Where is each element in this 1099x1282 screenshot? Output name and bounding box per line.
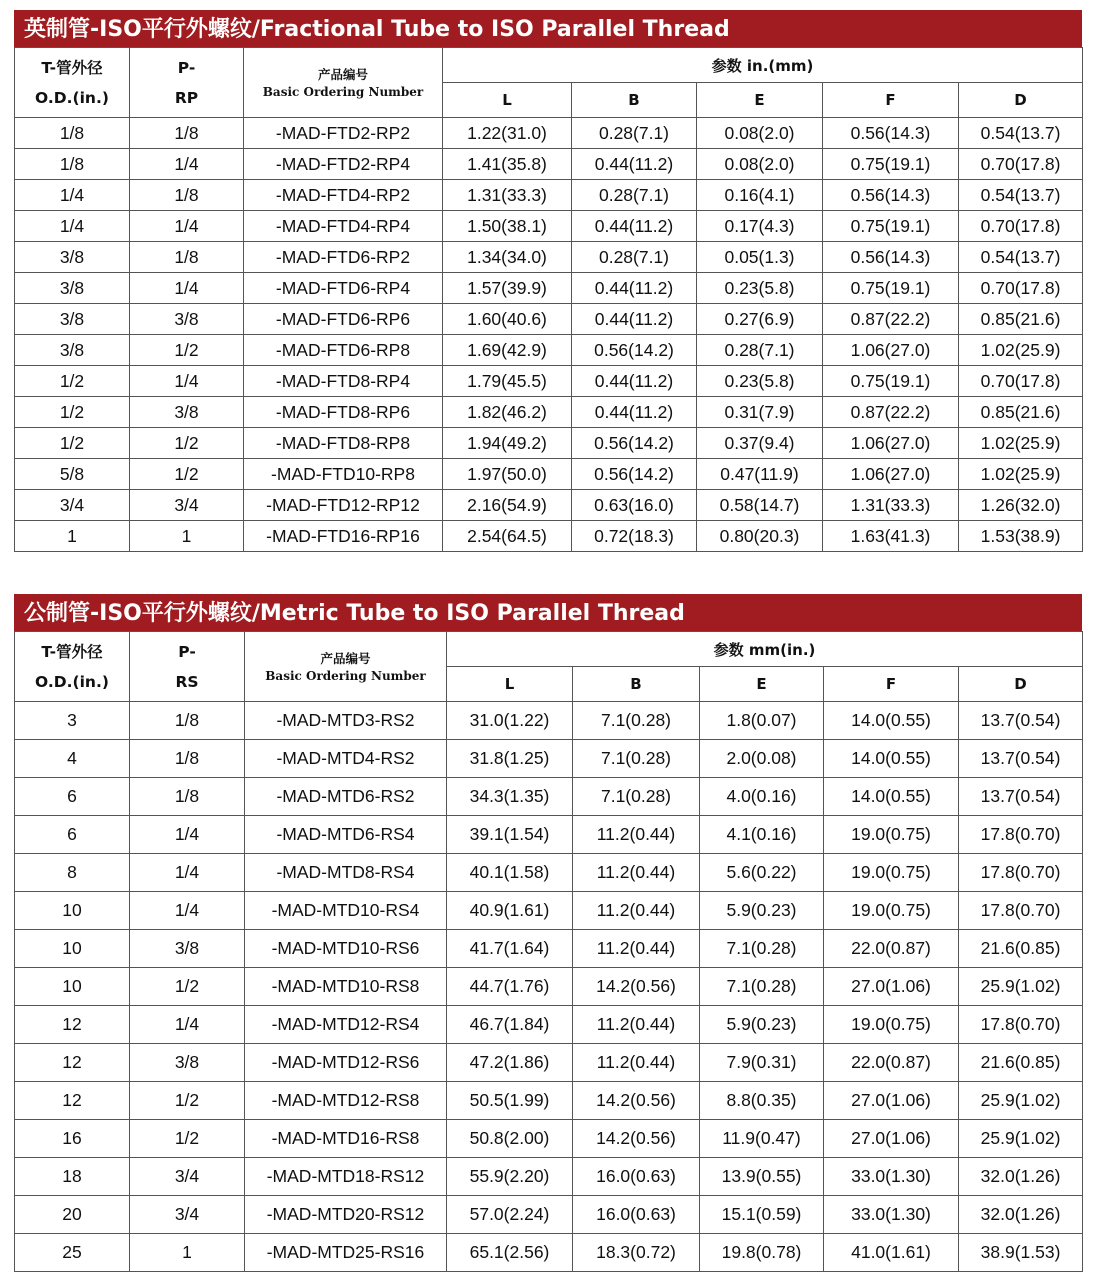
p-cell: 1/4 — [130, 273, 244, 304]
p-cell: 3/4 — [130, 490, 244, 521]
d-cell: 13.7(0.54) — [959, 702, 1083, 740]
f-cell: 41.0(1.61) — [824, 1234, 959, 1272]
metric-table — [14, 631, 1083, 1272]
od-header-line1: T-管外径 — [41, 642, 103, 661]
fractional-body — [15, 118, 1083, 552]
od-cell: 1 — [15, 521, 130, 552]
d-cell: 32.0(1.26) — [959, 1158, 1083, 1196]
l-cell: 1.41(35.8) — [443, 149, 572, 180]
order-number-cell: -MAD-FTD6-RP8 — [244, 335, 443, 366]
params-header: 参数 mm(in.) — [447, 632, 1083, 667]
p-cell: 1/2 — [130, 1082, 245, 1120]
l-cell: 1.57(39.9) — [443, 273, 572, 304]
table-row — [15, 1120, 1083, 1158]
od-header — [15, 632, 130, 702]
od-header-line1: T-管外径 — [41, 58, 103, 77]
e-cell: 0.08(2.0) — [697, 118, 823, 149]
fractional-table — [14, 47, 1083, 552]
table-row — [15, 490, 1083, 521]
od-cell: 10 — [15, 968, 130, 1006]
order-number-cell: -MAD-FTD8-RP4 — [244, 366, 443, 397]
f-cell: 19.0(0.75) — [824, 1006, 959, 1044]
order-number-cell: -MAD-MTD8-RS4 — [245, 854, 447, 892]
f-cell: 0.75(19.1) — [823, 366, 959, 397]
od-header-line2: O.D.(in.) — [35, 88, 109, 107]
od-cell: 3/8 — [15, 242, 130, 273]
table-row — [15, 854, 1083, 892]
f-cell: 1.63(41.3) — [823, 521, 959, 552]
l-cell: 2.54(64.5) — [443, 521, 572, 552]
table-row — [15, 428, 1083, 459]
b-cell: 11.2(0.44) — [573, 1006, 700, 1044]
f-cell: 0.75(19.1) — [823, 211, 959, 242]
d-cell: 1.53(38.9) — [959, 521, 1083, 552]
order-number-cell: -MAD-MTD12-RS6 — [245, 1044, 447, 1082]
od-cell: 3 — [15, 702, 130, 740]
d-cell: 1.02(25.9) — [959, 428, 1083, 459]
table-row — [15, 211, 1083, 242]
f-cell: 14.0(0.55) — [824, 778, 959, 816]
od-cell: 6 — [15, 816, 130, 854]
e-cell: 0.08(2.0) — [697, 149, 823, 180]
p-cell: 1/4 — [130, 816, 245, 854]
col-l-header: L — [447, 667, 573, 702]
table-row — [15, 702, 1083, 740]
l-cell: 31.8(1.25) — [447, 740, 573, 778]
l-cell: 57.0(2.24) — [447, 1196, 573, 1234]
metric-body — [15, 702, 1083, 1272]
order-header-cn: 产品编号 — [320, 650, 371, 666]
f-cell: 33.0(1.30) — [824, 1158, 959, 1196]
e-cell: 7.9(0.31) — [700, 1044, 824, 1082]
l-cell: 46.7(1.84) — [447, 1006, 573, 1044]
f-cell: 0.56(14.3) — [823, 242, 959, 273]
l-cell: 41.7(1.64) — [447, 930, 573, 968]
d-cell: 0.54(13.7) — [959, 118, 1083, 149]
col-e-header: E — [700, 667, 824, 702]
table-row — [15, 1082, 1083, 1120]
params-header: 参数 in.(mm) — [443, 48, 1083, 83]
p-cell: 1/2 — [130, 428, 244, 459]
od-cell: 1/8 — [15, 118, 130, 149]
e-cell: 8.8(0.35) — [700, 1082, 824, 1120]
od-cell: 1/2 — [15, 428, 130, 459]
p-cell: 3/8 — [130, 304, 244, 335]
od-cell: 20 — [15, 1196, 130, 1234]
l-cell: 39.1(1.54) — [447, 816, 573, 854]
f-cell: 22.0(0.87) — [824, 1044, 959, 1082]
od-cell: 5/8 — [15, 459, 130, 490]
od-cell: 1/4 — [15, 211, 130, 242]
od-cell: 16 — [15, 1120, 130, 1158]
e-cell: 1.8(0.07) — [700, 702, 824, 740]
f-cell: 19.0(0.75) — [824, 854, 959, 892]
f-cell: 1.06(27.0) — [823, 335, 959, 366]
b-cell: 0.72(18.3) — [572, 521, 697, 552]
order-number-cell: -MAD-FTD8-RP8 — [244, 428, 443, 459]
l-cell: 40.9(1.61) — [447, 892, 573, 930]
f-cell: 0.75(19.1) — [823, 149, 959, 180]
p-cell: 1/8 — [130, 118, 244, 149]
e-cell: 0.17(4.3) — [697, 211, 823, 242]
b-cell: 11.2(0.44) — [573, 816, 700, 854]
f-cell: 14.0(0.55) — [824, 740, 959, 778]
l-cell: 55.9(2.20) — [447, 1158, 573, 1196]
l-cell: 1.82(46.2) — [443, 397, 572, 428]
od-cell: 1/4 — [15, 180, 130, 211]
b-cell: 0.44(11.2) — [572, 149, 697, 180]
d-cell: 0.54(13.7) — [959, 242, 1083, 273]
b-cell: 0.63(16.0) — [572, 490, 697, 521]
e-cell: 0.23(5.8) — [697, 366, 823, 397]
l-cell: 50.8(2.00) — [447, 1120, 573, 1158]
d-cell: 21.6(0.85) — [959, 930, 1083, 968]
table-row — [15, 180, 1083, 211]
od-cell: 1/8 — [15, 149, 130, 180]
l-cell: 34.3(1.35) — [447, 778, 573, 816]
order-number-cell: -MAD-MTD10-RS6 — [245, 930, 447, 968]
d-cell: 13.7(0.54) — [959, 740, 1083, 778]
od-cell: 3/8 — [15, 273, 130, 304]
col-b-header: B — [573, 667, 700, 702]
f-cell: 33.0(1.30) — [824, 1196, 959, 1234]
f-cell: 1.31(33.3) — [823, 490, 959, 521]
f-cell: 19.0(0.75) — [824, 816, 959, 854]
order-number-cell: -MAD-MTD3-RS2 — [245, 702, 447, 740]
p-cell: 3/8 — [130, 397, 244, 428]
f-cell: 1.06(27.0) — [823, 428, 959, 459]
table-row — [15, 740, 1083, 778]
e-cell: 0.80(20.3) — [697, 521, 823, 552]
d-cell: 1.02(25.9) — [959, 459, 1083, 490]
f-cell: 0.56(14.3) — [823, 118, 959, 149]
order-number-cell: -MAD-FTD12-RP12 — [244, 490, 443, 521]
b-cell: 0.44(11.2) — [572, 366, 697, 397]
d-cell: 13.7(0.54) — [959, 778, 1083, 816]
d-cell: 21.6(0.85) — [959, 1044, 1083, 1082]
table-row — [15, 892, 1083, 930]
table-row — [15, 149, 1083, 180]
table-row — [15, 1234, 1083, 1272]
l-cell: 47.2(1.86) — [447, 1044, 573, 1082]
b-cell: 7.1(0.28) — [573, 740, 700, 778]
e-cell: 0.16(4.1) — [697, 180, 823, 211]
b-cell: 14.2(0.56) — [573, 968, 700, 1006]
order-number-cell: -MAD-FTD16-RP16 — [244, 521, 443, 552]
b-cell: 7.1(0.28) — [573, 778, 700, 816]
table-row — [15, 335, 1083, 366]
order-number-cell: -MAD-FTD2-RP2 — [244, 118, 443, 149]
d-cell: 17.8(0.70) — [959, 1006, 1083, 1044]
order-number-cell: -MAD-MTD20-RS12 — [245, 1196, 447, 1234]
od-header — [15, 48, 130, 118]
table-row — [15, 1196, 1083, 1234]
table-row — [15, 397, 1083, 428]
f-cell: 1.06(27.0) — [823, 459, 959, 490]
od-cell: 12 — [15, 1044, 130, 1082]
order-number-cell: -MAD-MTD4-RS2 — [245, 740, 447, 778]
table-row — [15, 366, 1083, 397]
order-number-cell: -MAD-MTD12-RS8 — [245, 1082, 447, 1120]
e-cell: 13.9(0.55) — [700, 1158, 824, 1196]
d-cell: 32.0(1.26) — [959, 1196, 1083, 1234]
p-cell: 1/4 — [130, 149, 244, 180]
b-cell: 0.44(11.2) — [572, 273, 697, 304]
e-cell: 0.37(9.4) — [697, 428, 823, 459]
d-cell: 17.8(0.70) — [959, 854, 1083, 892]
b-cell: 11.2(0.44) — [573, 892, 700, 930]
p-cell: 3/4 — [130, 1158, 245, 1196]
p-header-line2: RP — [174, 88, 199, 107]
table-row — [15, 304, 1083, 335]
order-number-cell: -MAD-MTD16-RS8 — [245, 1120, 447, 1158]
col-f-header: F — [823, 83, 959, 118]
d-cell: 1.02(25.9) — [959, 335, 1083, 366]
col-d-header: D — [959, 83, 1083, 118]
l-cell: 1.50(38.1) — [443, 211, 572, 242]
d-cell: 0.70(17.8) — [959, 149, 1083, 180]
p-cell: 1/8 — [130, 242, 244, 273]
b-cell: 0.56(14.2) — [572, 428, 697, 459]
d-cell: 17.8(0.70) — [959, 816, 1083, 854]
table-row — [15, 242, 1083, 273]
table-row — [15, 521, 1083, 552]
l-cell: 1.97(50.0) — [443, 459, 572, 490]
l-cell: 65.1(2.56) — [447, 1234, 573, 1272]
b-cell: 7.1(0.28) — [573, 702, 700, 740]
p-cell: 1 — [130, 1234, 245, 1272]
metric-title: 公制管-ISO平行外螺纹/Metric Tube to ISO Parallel Thread — [14, 594, 1082, 631]
order-number-cell: -MAD-FTD8-RP6 — [244, 397, 443, 428]
b-cell: 0.28(7.1) — [572, 242, 697, 273]
f-cell: 0.87(22.2) — [823, 304, 959, 335]
e-cell: 19.8(0.78) — [700, 1234, 824, 1272]
l-cell: 1.94(49.2) — [443, 428, 572, 459]
b-cell: 16.0(0.63) — [573, 1158, 700, 1196]
f-cell: 27.0(1.06) — [824, 1120, 959, 1158]
f-cell: 0.56(14.3) — [823, 180, 959, 211]
order-header-en: Basic Ordering Number — [265, 668, 426, 683]
b-cell: 16.0(0.63) — [573, 1196, 700, 1234]
col-f-header: F — [824, 667, 959, 702]
od-cell: 3/8 — [15, 304, 130, 335]
od-cell: 18 — [15, 1158, 130, 1196]
od-cell: 10 — [15, 892, 130, 930]
e-cell: 5.9(0.23) — [700, 1006, 824, 1044]
l-cell: 1.22(31.0) — [443, 118, 572, 149]
od-cell: 25 — [15, 1234, 130, 1272]
b-cell: 11.2(0.44) — [573, 854, 700, 892]
order-header-cn: 产品编号 — [317, 66, 368, 82]
f-cell: 27.0(1.06) — [824, 968, 959, 1006]
p-cell: 1/8 — [130, 702, 245, 740]
order-number-cell: -MAD-FTD4-RP4 — [244, 211, 443, 242]
d-cell: 25.9(1.02) — [959, 968, 1083, 1006]
od-cell: 6 — [15, 778, 130, 816]
d-cell: 0.70(17.8) — [959, 211, 1083, 242]
e-cell: 0.47(11.9) — [697, 459, 823, 490]
p-cell: 1/4 — [130, 211, 244, 242]
b-cell: 14.2(0.56) — [573, 1082, 700, 1120]
e-cell: 0.28(7.1) — [697, 335, 823, 366]
table-row — [15, 778, 1083, 816]
e-cell: 0.58(14.7) — [697, 490, 823, 521]
fractional-title: 英制管-ISO平行外螺纹/Fractional Tube to ISO Parallel Thread — [14, 10, 1082, 47]
p-cell: 3/8 — [130, 1044, 245, 1082]
order-number-cell: -MAD-MTD10-RS4 — [245, 892, 447, 930]
p-cell: 1/2 — [130, 335, 244, 366]
order-number-header — [244, 48, 443, 118]
od-cell: 3/8 — [15, 335, 130, 366]
l-cell: 50.5(1.99) — [447, 1082, 573, 1120]
order-number-cell: -MAD-FTD2-RP4 — [244, 149, 443, 180]
od-cell: 12 — [15, 1082, 130, 1120]
b-cell: 0.28(7.1) — [572, 118, 697, 149]
p-cell: 3/8 — [130, 930, 245, 968]
e-cell: 15.1(0.59) — [700, 1196, 824, 1234]
d-cell: 17.8(0.70) — [959, 892, 1083, 930]
od-cell: 8 — [15, 854, 130, 892]
b-cell: 11.2(0.44) — [573, 1044, 700, 1082]
b-cell: 11.2(0.44) — [573, 930, 700, 968]
od-cell: 12 — [15, 1006, 130, 1044]
order-number-cell: -MAD-MTD6-RS2 — [245, 778, 447, 816]
order-number-cell: -MAD-FTD4-RP2 — [244, 180, 443, 211]
l-cell: 40.1(1.58) — [447, 854, 573, 892]
l-cell: 1.60(40.6) — [443, 304, 572, 335]
od-cell: 10 — [15, 930, 130, 968]
p-cell: 1/4 — [130, 366, 244, 397]
f-cell: 14.0(0.55) — [824, 702, 959, 740]
p-header-line1: P- — [178, 642, 196, 661]
e-cell: 0.31(7.9) — [697, 397, 823, 428]
f-cell: 0.87(22.2) — [823, 397, 959, 428]
l-cell: 1.34(34.0) — [443, 242, 572, 273]
table-row — [15, 1158, 1083, 1196]
e-cell: 0.23(5.8) — [697, 273, 823, 304]
p-cell: 1/4 — [130, 892, 245, 930]
l-cell: 44.7(1.76) — [447, 968, 573, 1006]
table-row — [15, 1006, 1083, 1044]
d-cell: 0.85(21.6) — [959, 304, 1083, 335]
d-cell: 1.26(32.0) — [959, 490, 1083, 521]
order-number-cell: -MAD-FTD10-RP8 — [244, 459, 443, 490]
p-header — [130, 632, 245, 702]
order-number-cell: -MAD-MTD10-RS8 — [245, 968, 447, 1006]
fractional-section — [14, 10, 1082, 552]
metric-section — [14, 594, 1082, 1272]
col-d-header: D — [959, 667, 1083, 702]
l-cell: 2.16(54.9) — [443, 490, 572, 521]
table-row — [15, 968, 1083, 1006]
d-cell: 25.9(1.02) — [959, 1082, 1083, 1120]
table-row — [15, 930, 1083, 968]
d-cell: 0.70(17.8) — [959, 366, 1083, 397]
f-cell: 22.0(0.87) — [824, 930, 959, 968]
e-cell: 7.1(0.28) — [700, 968, 824, 1006]
b-cell: 0.28(7.1) — [572, 180, 697, 211]
b-cell: 18.3(0.72) — [573, 1234, 700, 1272]
table-row — [15, 816, 1083, 854]
table-row — [15, 459, 1083, 490]
table-row — [15, 273, 1083, 304]
e-cell: 11.9(0.47) — [700, 1120, 824, 1158]
b-cell: 0.56(14.2) — [572, 459, 697, 490]
col-l-header: L — [443, 83, 572, 118]
order-number-cell: -MAD-MTD18-RS12 — [245, 1158, 447, 1196]
order-header-en: Basic Ordering Number — [262, 84, 424, 99]
e-cell: 4.1(0.16) — [700, 816, 824, 854]
d-cell: 38.9(1.53) — [959, 1234, 1083, 1272]
od-header-line2: O.D.(in.) — [35, 672, 109, 691]
table-row — [15, 118, 1083, 149]
p-cell: 1 — [130, 521, 244, 552]
p-header-line2: RS — [175, 672, 199, 691]
col-e-header: E — [697, 83, 823, 118]
col-b-header: B — [572, 83, 697, 118]
e-cell: 5.9(0.23) — [700, 892, 824, 930]
p-cell: 3/4 — [130, 1196, 245, 1234]
f-cell: 27.0(1.06) — [824, 1082, 959, 1120]
p-cell: 1/8 — [130, 778, 245, 816]
l-cell: 1.31(33.3) — [443, 180, 572, 211]
order-number-cell: -MAD-MTD6-RS4 — [245, 816, 447, 854]
e-cell: 0.05(1.3) — [697, 242, 823, 273]
od-cell: 3/4 — [15, 490, 130, 521]
d-cell: 0.54(13.7) — [959, 180, 1083, 211]
order-number-cell: -MAD-FTD6-RP2 — [244, 242, 443, 273]
e-cell: 7.1(0.28) — [700, 930, 824, 968]
b-cell: 0.56(14.2) — [572, 335, 697, 366]
d-cell: 0.70(17.8) — [959, 273, 1083, 304]
d-cell: 25.9(1.02) — [959, 1120, 1083, 1158]
b-cell: 14.2(0.56) — [573, 1120, 700, 1158]
l-cell: 1.79(45.5) — [443, 366, 572, 397]
order-number-cell: -MAD-MTD25-RS16 — [245, 1234, 447, 1272]
p-cell: 1/4 — [130, 854, 245, 892]
table-row — [15, 1044, 1083, 1082]
p-cell: 1/2 — [130, 1120, 245, 1158]
order-number-cell: -MAD-FTD6-RP6 — [244, 304, 443, 335]
od-cell: 1/2 — [15, 366, 130, 397]
p-cell: 1/8 — [130, 180, 244, 211]
b-cell: 0.44(11.2) — [572, 397, 697, 428]
f-cell: 0.75(19.1) — [823, 273, 959, 304]
e-cell: 5.6(0.22) — [700, 854, 824, 892]
d-cell: 0.85(21.6) — [959, 397, 1083, 428]
b-cell: 0.44(11.2) — [572, 304, 697, 335]
od-cell: 1/2 — [15, 397, 130, 428]
l-cell: 1.69(42.9) — [443, 335, 572, 366]
f-cell: 19.0(0.75) — [824, 892, 959, 930]
p-cell: 1/2 — [130, 459, 244, 490]
e-cell: 2.0(0.08) — [700, 740, 824, 778]
p-cell: 1/4 — [130, 1006, 245, 1044]
order-number-cell: -MAD-FTD6-RP4 — [244, 273, 443, 304]
p-cell: 1/2 — [130, 968, 245, 1006]
p-header-line1: P- — [177, 58, 196, 77]
order-number-cell: -MAD-MTD12-RS4 — [245, 1006, 447, 1044]
order-number-header — [245, 632, 447, 702]
p-header — [130, 48, 244, 118]
od-cell: 4 — [15, 740, 130, 778]
p-cell: 1/8 — [130, 740, 245, 778]
b-cell: 0.44(11.2) — [572, 211, 697, 242]
e-cell: 4.0(0.16) — [700, 778, 824, 816]
e-cell: 0.27(6.9) — [697, 304, 823, 335]
l-cell: 31.0(1.22) — [447, 702, 573, 740]
